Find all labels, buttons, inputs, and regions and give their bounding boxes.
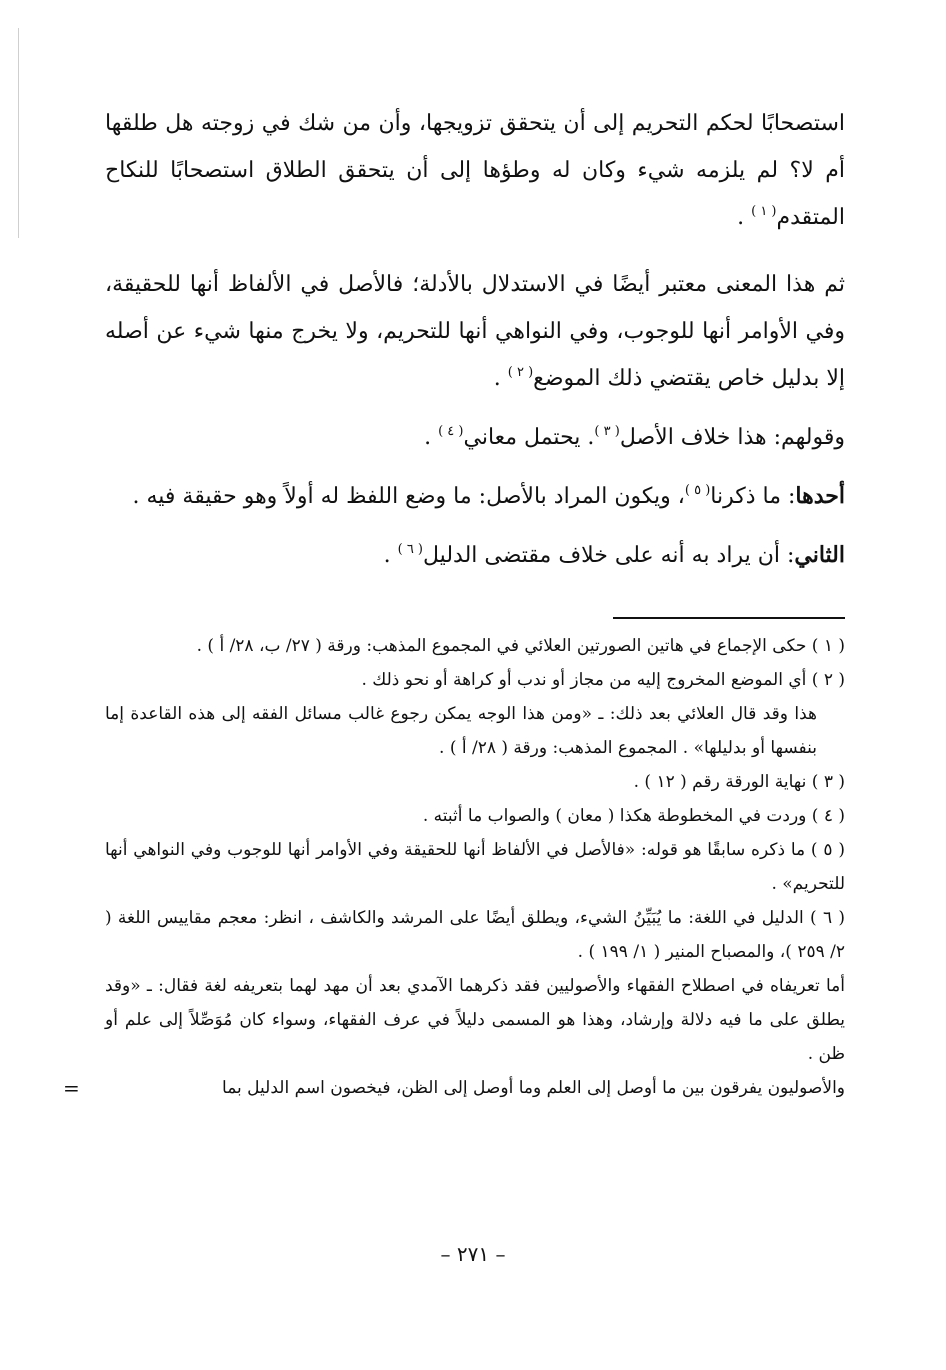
footnote-5: ( ٥ ) ما ذكره سابقًا هو قوله: «فالأصل في الألفاظ أنها للحقيقة وفي الأوامر أنها للوجوب وفي النواهي أنها للتحريم» . [105,840,845,894]
footnotes [63,629,845,1105]
paragraph-5 [105,532,845,579]
paragraph-1-end: . [737,205,752,230]
paragraph-2 [105,261,845,402]
paragraph-1-text: استصحابًا لحكم التحريم إلى أن يتحقق تزويجها، وأن من شك في زوجته هل طلقها أم لا؟ لم يلزمه شيء وكان له وطؤها إلى أن يتحقق الطلاق استصحابًا للنكاح المتقدم [105,111,845,230]
paragraph-4-text-a: : ما ذكرنا [710,484,796,509]
paragraph-1 [105,100,845,241]
footnote-ref-5[interactable]: ( ٥ ) [684,483,711,498]
paragraph-4-text-b: ، ويكون المراد بالأصل: ما وضع اللفظ له أولاً وهو حقيقة فيه . [132,484,685,509]
footnote-6-continuation-2 [63,1071,845,1105]
paragraph-2-end: . [493,366,508,391]
page-number: – ٢٧١ – [440,1242,506,1266]
page-content [63,100,845,1105]
footnote-6-continuation-2-text: والأصوليون يفرقون بين ما أوصل إلى العلم وما أوصل إلى الظن، فيخصون اسم الدليل بما [222,1078,845,1098]
paragraph-5-end: . [383,543,398,568]
footnote-2: ( ٢ ) أي الموضع المخروج إليه من مجاز أو ندب أو كراهة أو نحو ذلك . [361,670,845,690]
footnote-4: ( ٤ ) وردت في المخطوطة هكذا ( معان ) والصواب ما أثبته . [422,806,845,826]
paragraph-3-text-b: . يحتمل معاني [463,425,595,450]
continuation-mark: = [63,1076,80,1100]
paragraph-3-text-a: وقولهم: هذا خلاف الأصل [619,425,845,450]
paragraph-4-heading: أحدها [795,483,845,509]
footnote-6: ( ٦ ) الدليل في اللغة: ما يُبَيِّنُ الشيء، ويطلق أيضًا على المرشد والكاشف ، انظر: معجم مقاييس اللغة ( ٢/ ٢٥٩ )، والمصباح المنير ( ١/ ١٩٩ ) . [105,908,845,962]
footnote-separator [613,617,845,619]
footnote-6-continuation-1: أما تعريفاه في اصطلاح الفقهاء والأصوليين فقد ذكرهما الآمدي بعد أن مهد لهما بتعريفه لغة فقال: ـ «وقد يطلق على ما فيه دلالة وإرشاد، وهذا هو المسمى دليلاً في عرف الفقهاء، وسواء كان مُوَصِّلاً إلى علم أو ظن . [105,976,845,1064]
scan-edge-mark [18,28,19,238]
footnote-ref-3[interactable]: ( ٣ ) [594,424,620,439]
footnote-2-continuation: هذا وقد قال العلائي بعد ذلك: ـ «ومن هذا الوجه يمكن رجوع غالب مسائل الفقه إلى هذه القاعدة إما بنفسها أو بدليلها» . المجموع المذهب: ورقة ( ٢٨/ أ ) . [105,704,817,758]
footnote-ref-2[interactable]: ( ٢ ) [507,365,534,380]
paragraph-3 [105,414,845,461]
footnote-ref-6[interactable]: ( ٦ ) [397,542,424,557]
paragraph-4 [105,473,845,520]
footnote-1: ( ١ ) حكى الإجماع في هاتين الصورتين العلائي في المجموع المذهب: ورقة ( ٢٧/ ب، ٢٨/ أ ) . [196,636,845,656]
paragraph-3-end: . [424,425,439,450]
footnote-3: ( ٣ ) نهاية الورقة رقم ( ١٢ ) . [633,772,845,792]
paragraph-5-text-a: : أن يراد به أنه على خلاف مقتضى الدليل [423,543,795,568]
paragraph-5-heading: الثاني [794,542,845,568]
paragraph-2-text: ثم هذا المعنى معتبر أيضًا في الاستدلال بالأدلة؛ فالأصل في الألفاظ أنها للحقيقة، وفي الأوامر أنها للوجوب، وفي النواهي أنها للتحريم، ولا يخرج منها شيء عن أصله إلا بدليل خاص يقتضي ذلك الموضع [105,272,845,391]
footnote-ref-4[interactable]: ( ٤ ) [438,424,464,439]
main-text [105,100,845,579]
footnote-ref-1[interactable]: ( ١ ) [751,204,777,219]
